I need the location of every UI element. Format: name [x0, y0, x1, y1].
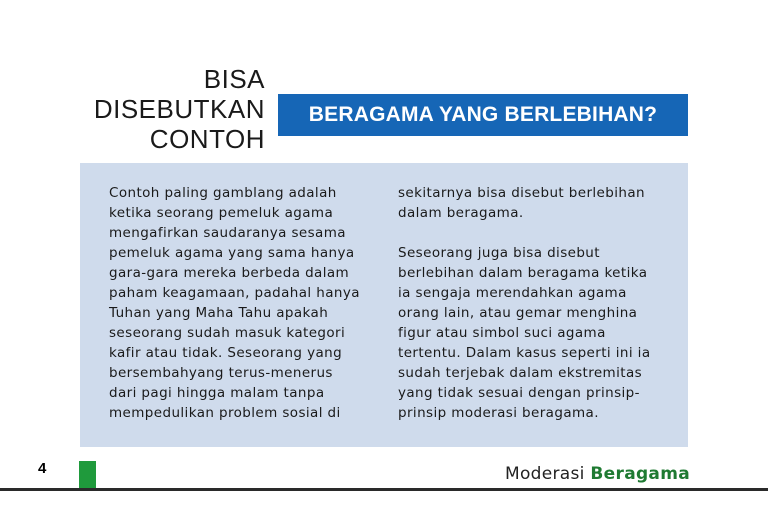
green-accent-bar [79, 461, 96, 490]
footer-rule [0, 488, 768, 491]
heading-line-1: BISA [203, 64, 265, 94]
body-right-column: sekitarnya bisa disebut berlebihan dalam beragama. Seseorang juga bisa disebut berlebihan dalam beragama ketika ia sengaja merendahkan agama orang lain, atau gemar menghina figur atau simbol suci agama tertentu. Dalam kasus seperti ini ia sudah terjebak dalam ekstremitas yang tidak sesuai dengan prinsip- prinsip moderasi beragama. [398, 185, 651, 421]
heading-highlight-box [278, 94, 688, 136]
heading-left [94, 64, 265, 154]
body-left-column: Contoh paling gamblang adalah ketika seorang pemeluk agama mengafirkan saudaranya sesama pemeluk agama yang sama hanya gara-gara mereka berbeda dalam paham keagamaan, padahal hanya Tuhan yang Maha Tahu apakah seseorang sudah masuk kategori kafir atau tidak. Seseorang yang bersembahyang terus-menerus dari pagi hingga malam tanpa mempedulikan problem sosial di [109, 185, 360, 421]
heading-line-2: DISEBUTKAN [93, 94, 265, 124]
heading-line-3: CONTOH [149, 124, 265, 154]
footer-brand [505, 464, 690, 484]
brand-light-text: Moderasi [504, 464, 585, 484]
brand-bold-text: Beragama [590, 464, 690, 484]
heading-highlight-text: BERAGAMA YANG BERLEBIHAN? [308, 103, 658, 126]
page-number: 4 [38, 460, 47, 477]
content-box [80, 163, 688, 447]
